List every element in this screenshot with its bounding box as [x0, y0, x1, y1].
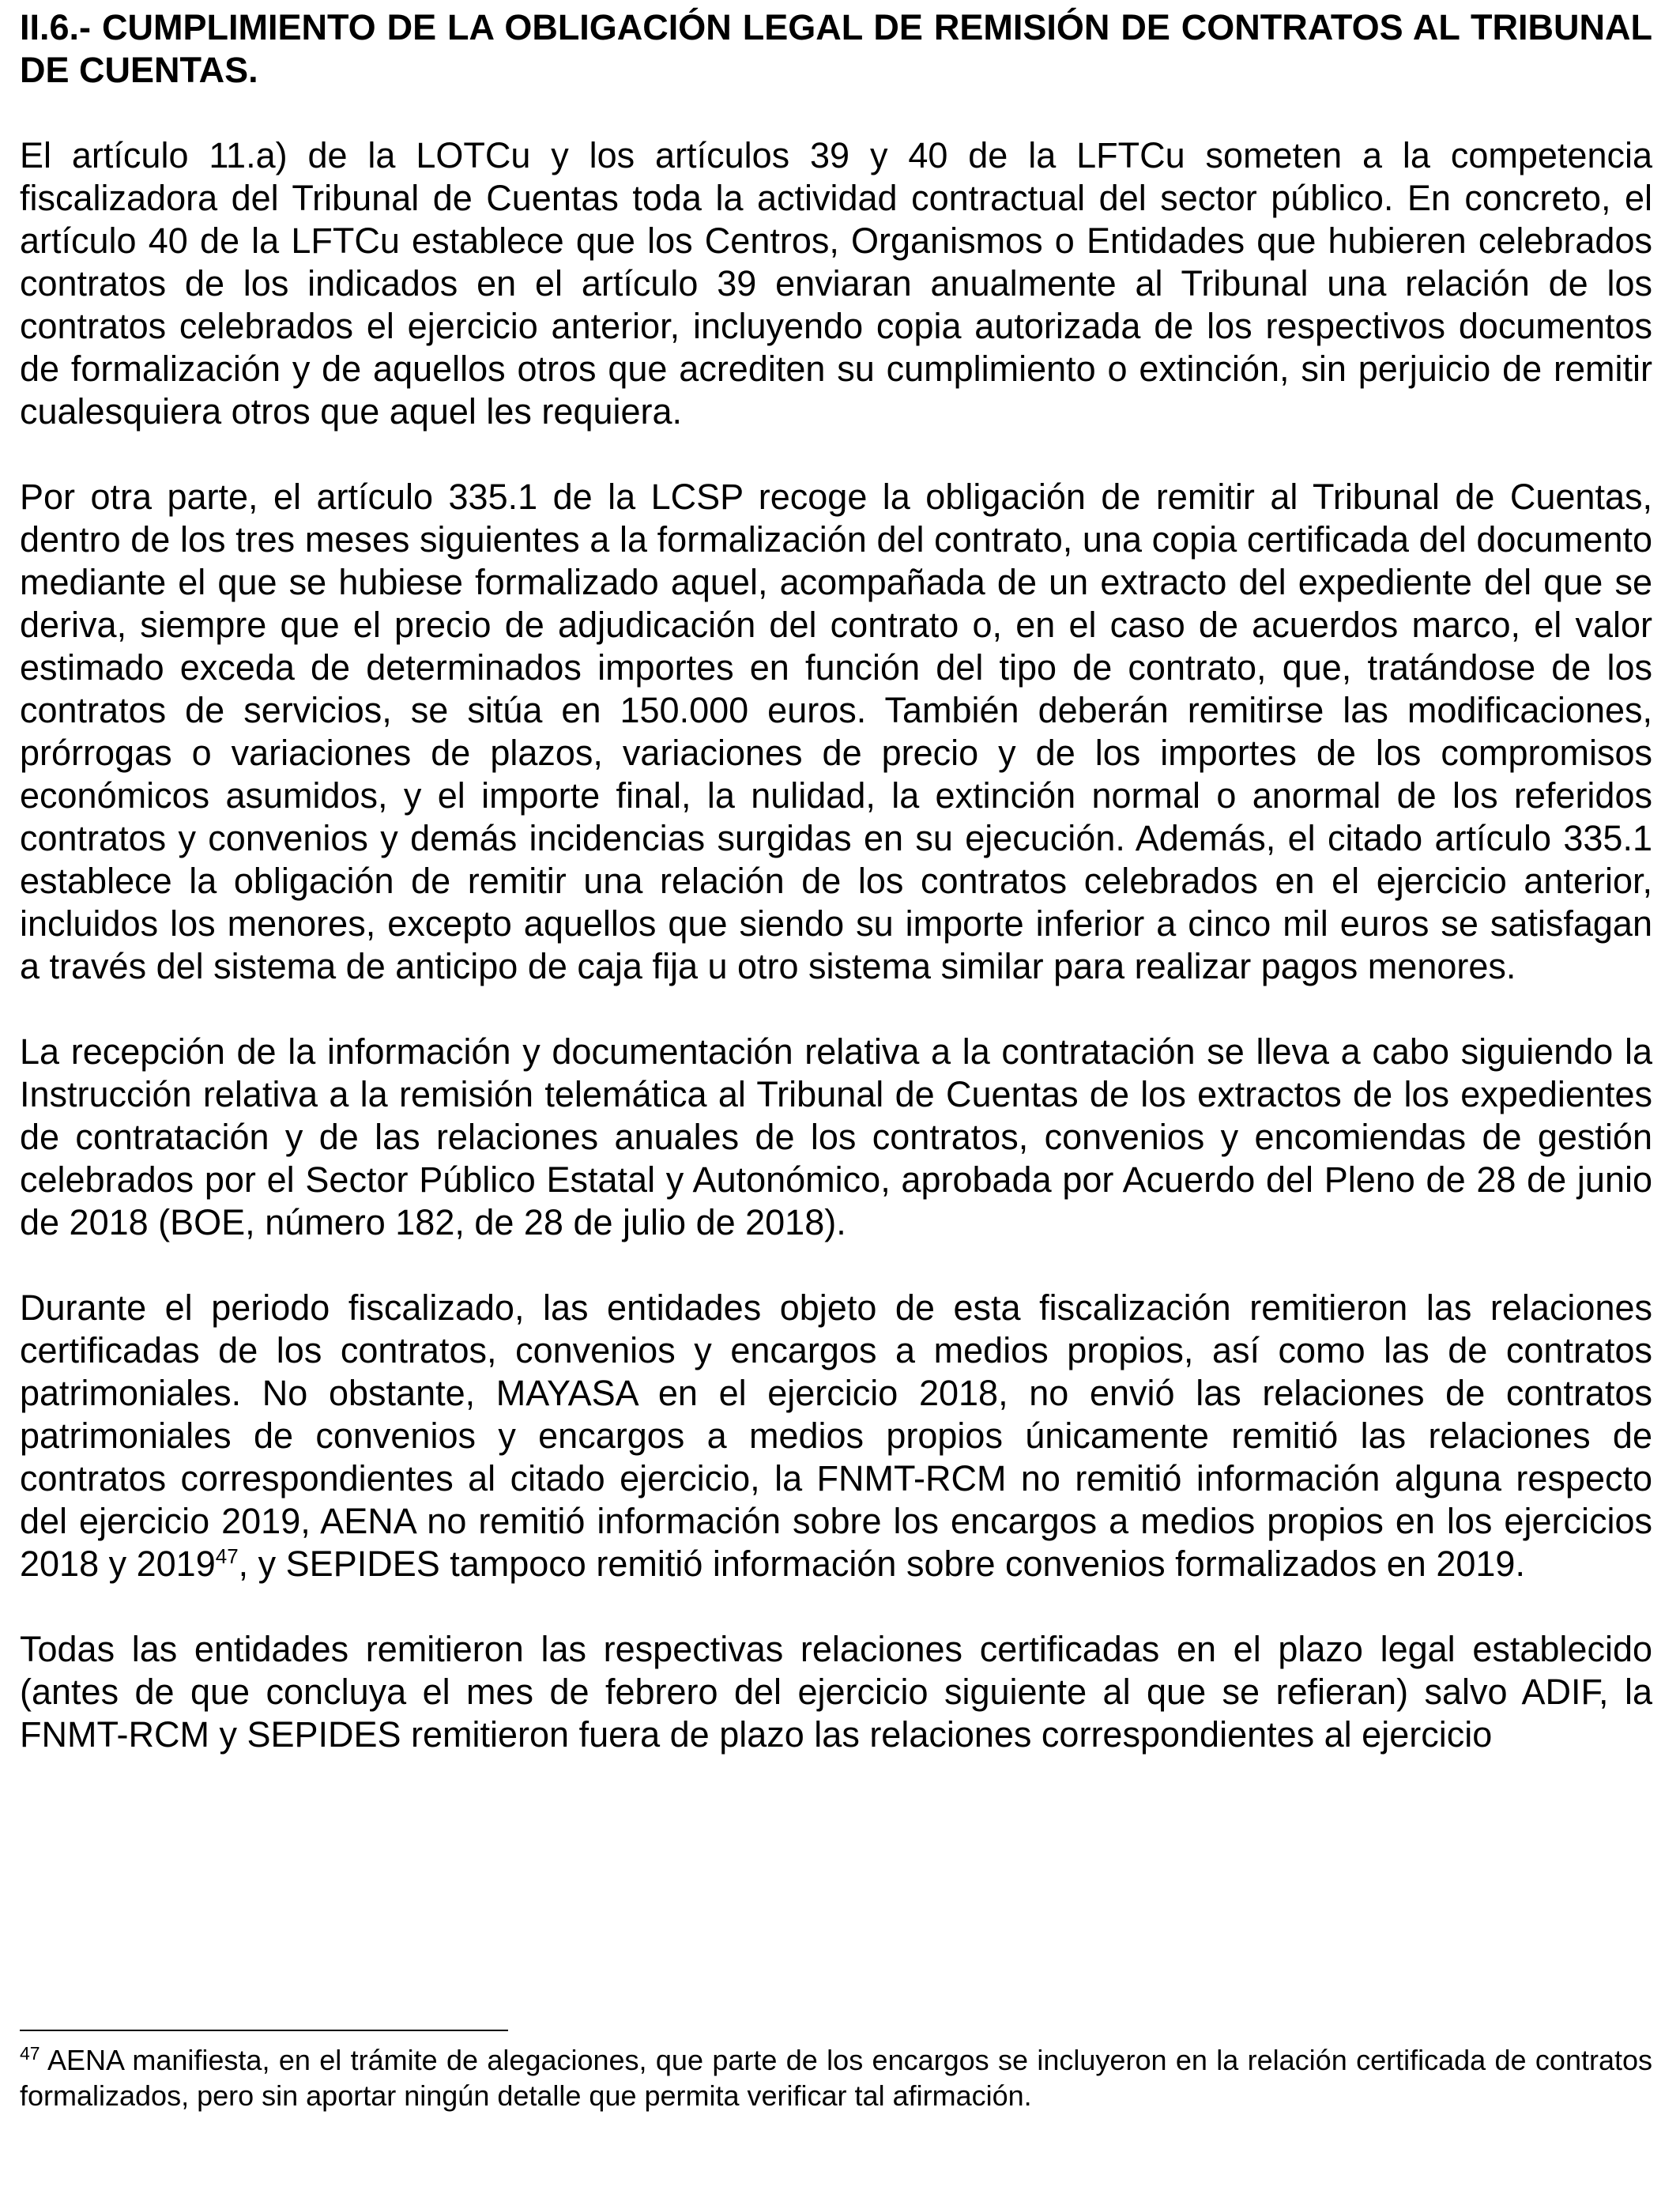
paragraph-plazos: Todas las entidades remitieron las respectivas relaciones certificadas en el plazo legal establecido (antes de que concluya el mes de febrero del ejercicio siguiente al que se refieran) salvo ADIF, la FNMT-RCM y SEPIDES remitieron fuera de plazo las relaciones correspondientes al ejercicio — [20, 1629, 1652, 1755]
footnote-reference: 47 — [215, 1544, 239, 1568]
document-page — [20, 6, 1652, 1799]
footnote-number: 47 — [20, 2043, 40, 2064]
paragraph-remisiones-text-a: Durante el periodo fiscalizado, las entidades objeto de esta fiscalización remitieron las relaciones certificadas de los contratos, convenios y encargos a medios propios, así como las de contratos patrimoniales. No obstante, MAYASA en el ejercicio 2018, no envió las relaciones de contratos patrimoniales de convenios y encargos a medios propios únicamente remitió las relaciones de contratos correspondientes al citado ejercicio, la FNMT-RCM no remitió información alguna respecto del ejercicio 2019, AENA no remitió información sobre los encargos a medios propios en los ejercicios 2018 y 2019 — [20, 1287, 1652, 1584]
paragraph-lotcu-lftcu: El artículo 11.a) de la LOTCu y los artículos 39 y 40 de la LFTCu someten a la competencia fiscalizadora del Tribunal de Cuentas toda la actividad contractual del sector público. En concreto, el artículo 40 de la LFTCu establece que los Centros, Organismos o Entidades que hubieren celebrados contratos de los indicados en el artículo 39 enviaran anualmente al Tribunal una relación de los contratos celebrados el ejercicio anterior, incluyendo copia autorizada de los respectivos documentos de formalización y de aquellos otros que acrediten su cumplimiento o extinción, sin perjuicio de remitir cualesquiera otros que aquel les requiera. — [20, 135, 1652, 432]
paragraph-instruccion: La recepción de la información y documentación relativa a la contratación se lleva a cabo siguiendo la Instrucción relativa a la remisión telemática al Tribunal de Cuentas de los extractos de los expedientes de contratación y de las relaciones anuales de los contratos, convenios y encomiendas de gestión celebrados por el Sector Público Estatal y Autonómico, aprobada por Acuerdo del Pleno de 28 de junio de 2018 (BOE, número 182, de 28 de julio de 2018). — [20, 1031, 1652, 1242]
section-heading: II.6.- CUMPLIMIENTO DE LA OBLIGACIÓN LEGAL DE REMISIÓN DE CONTRATOS AL TRIBUNAL DE CUENTAS. — [20, 7, 1652, 90]
footnote-text: AENA manifiesta, en el trámite de alegaciones, que parte de los encargos se incluyeron en la relación certificada de contratos formalizados, pero sin aportar ningún detalle que permita verificar tal afirmación. — [20, 2044, 1652, 2112]
footnote — [20, 2042, 1652, 2113]
paragraph-lcsp-335: Por otra parte, el artículo 335.1 de la LCSP recoge la obligación de remitir al Tribunal de Cuentas, dentro de los tres meses siguientes a la formalización del contrato, una copia certificada del documento mediante el que se hubiese formalizado aquel, acompañada de un extracto del expediente del que se deriva, siempre que el precio de adjudicación del contrato o, en el caso de acuerdos marco, el valor estimado exceda de determinados importes en función del tipo de contrato, que, tratándose de los contratos de servicios, se sitúa en 150.000 euros. También deberán remitirse las modificaciones, prórrogas o variaciones de plazos, variaciones de precio y de los importes de los compromisos económicos asumidos, y el importe final, la nulidad, la extinción normal o anormal de los referidos contratos y convenios y demás incidencias surgidas en su ejecución. Además, el citado artículo 335.1 establece la obligación de remitir una relación de los contratos celebrados en el ejercicio anterior, incluidos los menores, excepto aquellos que siendo su importe inferior a cinco mil euros se satisfagan a través del sistema de anticipo de caja fija u otro sistema similar para realizar pagos menores. — [20, 477, 1652, 986]
paragraph-remisiones-text-b: , y SEPIDES tampoco remitió información sobre convenios formalizados en 2019. — [238, 1544, 1525, 1584]
paragraph-remisiones — [20, 1287, 1652, 1585]
footnote-separator — [20, 2030, 508, 2031]
